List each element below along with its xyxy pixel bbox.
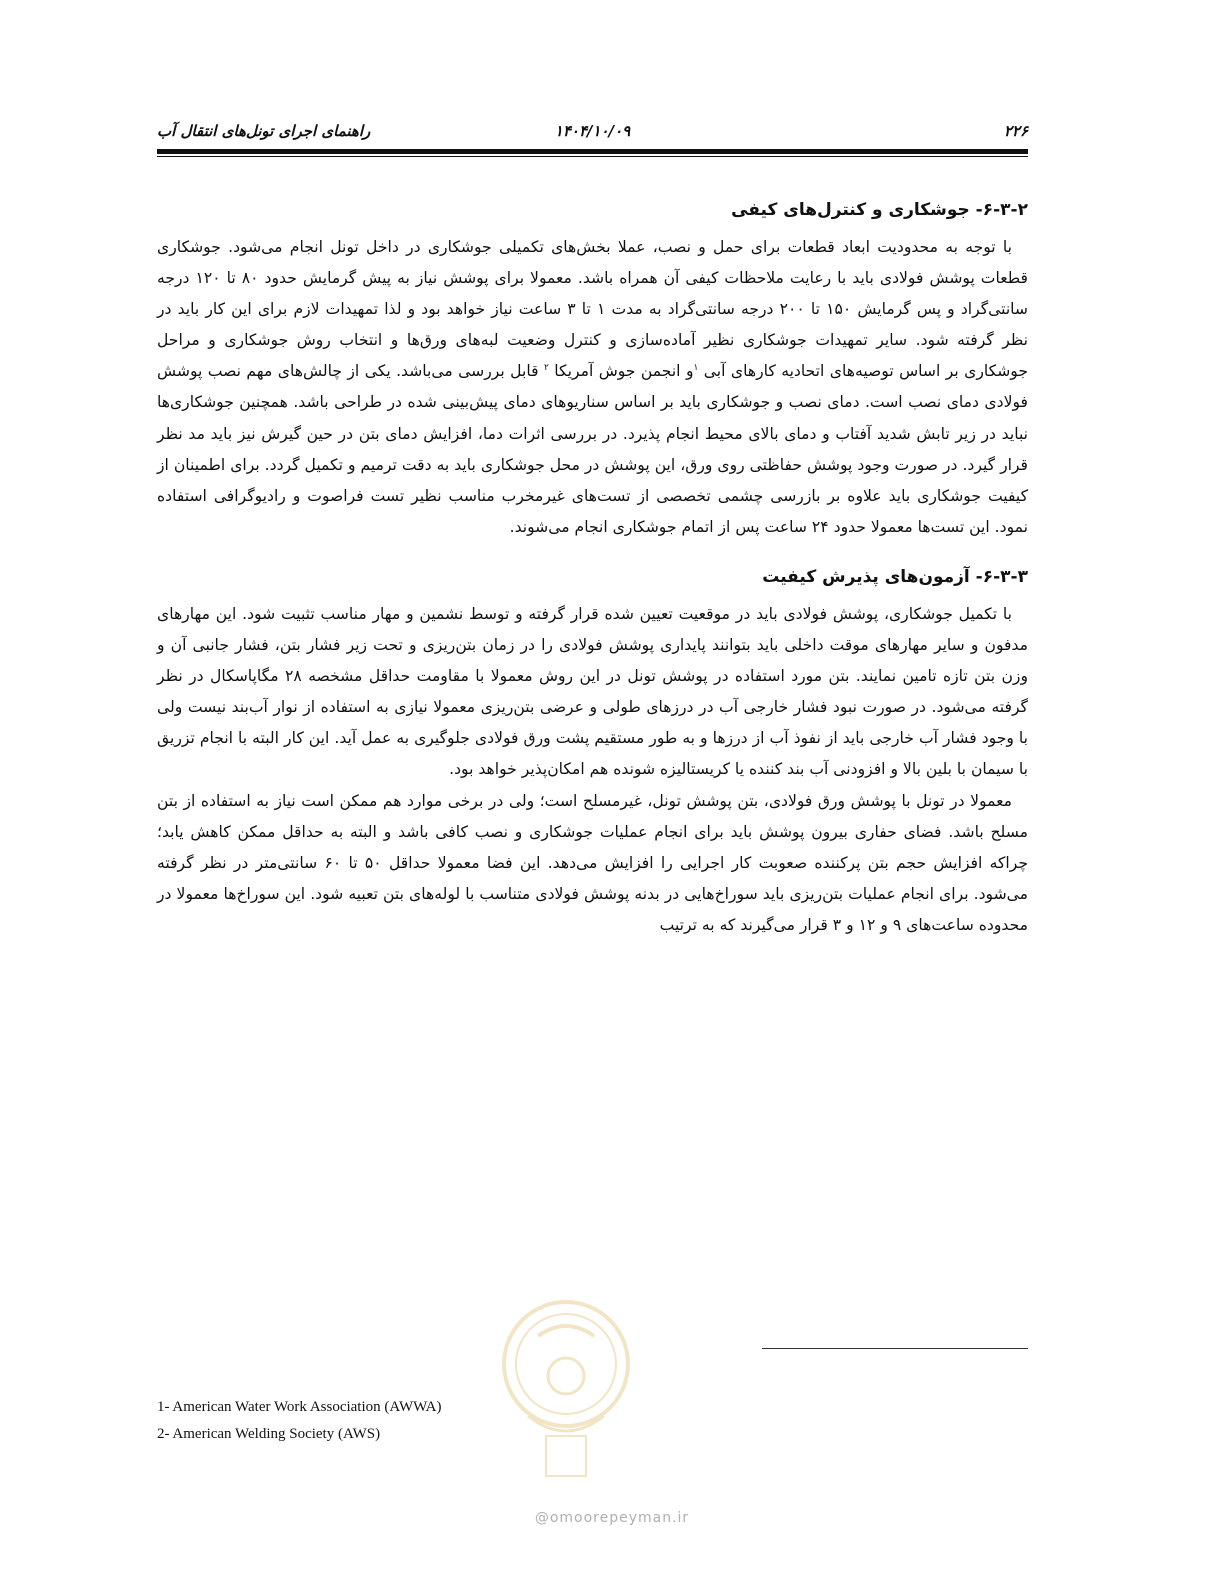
header-rule-thick [157,149,1028,154]
section-heading-welding: ۶-۳-۲- جوشکاری و کنترل‌های کیفی [731,200,1028,220]
footnote-marker-1: ۱ [693,363,699,374]
footnote-1: 1- American Water Work Association (AWWA) [157,1399,442,1415]
footnote-2: 2- American Welding Society (AWS) [157,1426,381,1442]
main-content [157,188,1028,941]
paragraph-welding [157,232,1028,543]
paragraph-acceptance-2: معمولا در تونل با پوشش ورق فولادی، بتن پوشش تونل، غیرمسلح است؛ ولی در برخی موارد هم ممکن است نیاز به استفاده از بتن مسلح باشد. فضای حفاری بیرون پوشش باید برای انجام عملیات جوشکاری و نصب کافی باشد و البته به حداقل ممکن کاهش یابد؛ چراکه افزایش حجم بتن پرکننده صعوبت کار اجرایی را افزایش می‌دهد. این فضا معمولا حداقل ۵۰ تا ۶۰ سانتی‌متر در نظر گرفته می‌شود. برای انجام عملیات بتن‌ریزی باید سوراخ‌هایی در بدنه پوشش فولادی متناسب با لوله‌های بتن تعبیه شود. این سوراخ‌ها معمولا در محدوده ساعت‌های ۹ و ۱۲ و ۳ قرار می‌گیرند که به ترتیب [157,791,1028,934]
seal-watermark-icon [498,1296,634,1496]
paragraph-welding-text: با توجه به محدودیت ابعاد قطعات برای حمل و نصب، عملا بخش‌های تکمیلی جوشکاری در داخل تونل انجام می‌شود. جوشکاری قطعات پوشش فولادی باید با رعایت ملاحظات کیفی آن همراه باشد. معمولا برای پوشش نیاز به پیش گرمایش حدود ۸۰ تا ۱۲۰ درجه سانتی‌گراد و پس گرمایش ۱۵۰ تا ۲۰۰ درجه سانتی‌گراد به مدت ۱ تا ۳ ساعت نیاز خواهد بود و لذا تمهیدات لازم برای این کار باید در نظر گرفته شود. سایر تمهیدات جوشکاری نظیر آماده‌سازی و کنترل وضعیت لبه‌های ورق‌ها و انتخاب روش جوشکاری و مراحل جوشکاری بر اساس توصیه‌های اتحادیه کارهای آبی [157,238,1029,381]
watermark-url: @omoorepeyman.ir [534,1510,690,1526]
paragraph-acceptance-1: با تکمیل جوشکاری، پوشش فولادی باید در موقعیت تعیین شده قرار گرفته و توسط نشمین و مهار مناسب تثبیت شود. این مهارهای مدفون و سایر مهارهای موقت داخلی باید بتوانند پایداری پوشش فولادی را در زمان بتن‌ریزی و تحت زیر فشار بتن، فشار جانبی آن و وزن بتن تازه تامین نمایند. بتن مورد استفاده در پوشش تونل در این روش معمولا با مقاومت حداقل مشخصه ۲۸ مگاپاسکال در نظر گرفته می‌شود. در صورت نبود فشار خارجی آب در درزهای طولی و عرضی بتن‌ریزی معمولا نیازی به استفاده از نوار آب‌بند نیست ولی با وجود فشار آب خارجی باید از نفوذ آب از درزها و به طور مستقیم پشت ورق فولادی جلوگیری به عمل آید. این کار البته با انجام تزریق با سیمان با بلین بالا و افزودنی آب بند کننده یا کریستالیزه شونده هم امکان‌پذیر خواهد بود. [157,604,1028,779]
header-rule-thin [157,156,1028,157]
footnote-rule [762,1348,1028,1349]
section-heading-acceptance: ۶-۳-۳- آزمون‌های پذیرش کیفیت [762,566,1028,587]
header-date: ۱۴۰۴/۱۰/۰۹ [554,122,631,140]
book-title: راهنمای اجرای تونل‌های انتقال آب [157,122,371,140]
paragraph-welding-cont-b: قابل بررسی می‌باشد. یکی از چالش‌های مهم نصب پوشش فولادی دمای نصب است. دمای نصب و جوشکاری باید بر اساس سناریوهای دمای پیش‌بینی شده در طراحی باشد. همچنین جوشکاری‌ها نباید در زیر تابش شدید آفتاب و دمای بالای محیط انجام پذیرد. در بررسی اثرات دما، افزایش دمای بتن در حین گیرش نیز باید مد نظر قرار گیرد. در صورت وجود پوشش حفاظتی روی ورق، این پوشش در محل جوشکاری باید به دقت ترمیم و تکمیل گردد. برای اطمینان از کیفیت جوشکاری باید علاوه بر بازرسی چشمی تخصصی از تست‌های غیرمخرب مناسب نظیر تست فراصوت و رادیوگرافی استفاده نمود. این تست‌ها معمولا حدود ۲۴ ساعت پس از اتمام جوشکاری انجام می‌شوند. [157,362,1028,536]
page-number: ۲۲۶ [1003,122,1028,140]
paragraph-welding-cont-a: و انجمن جوش آمریکا [554,362,694,381]
footnotes [157,1394,442,1448]
running-header [157,120,1028,144]
footnote-marker-2: ۲ [543,363,549,374]
